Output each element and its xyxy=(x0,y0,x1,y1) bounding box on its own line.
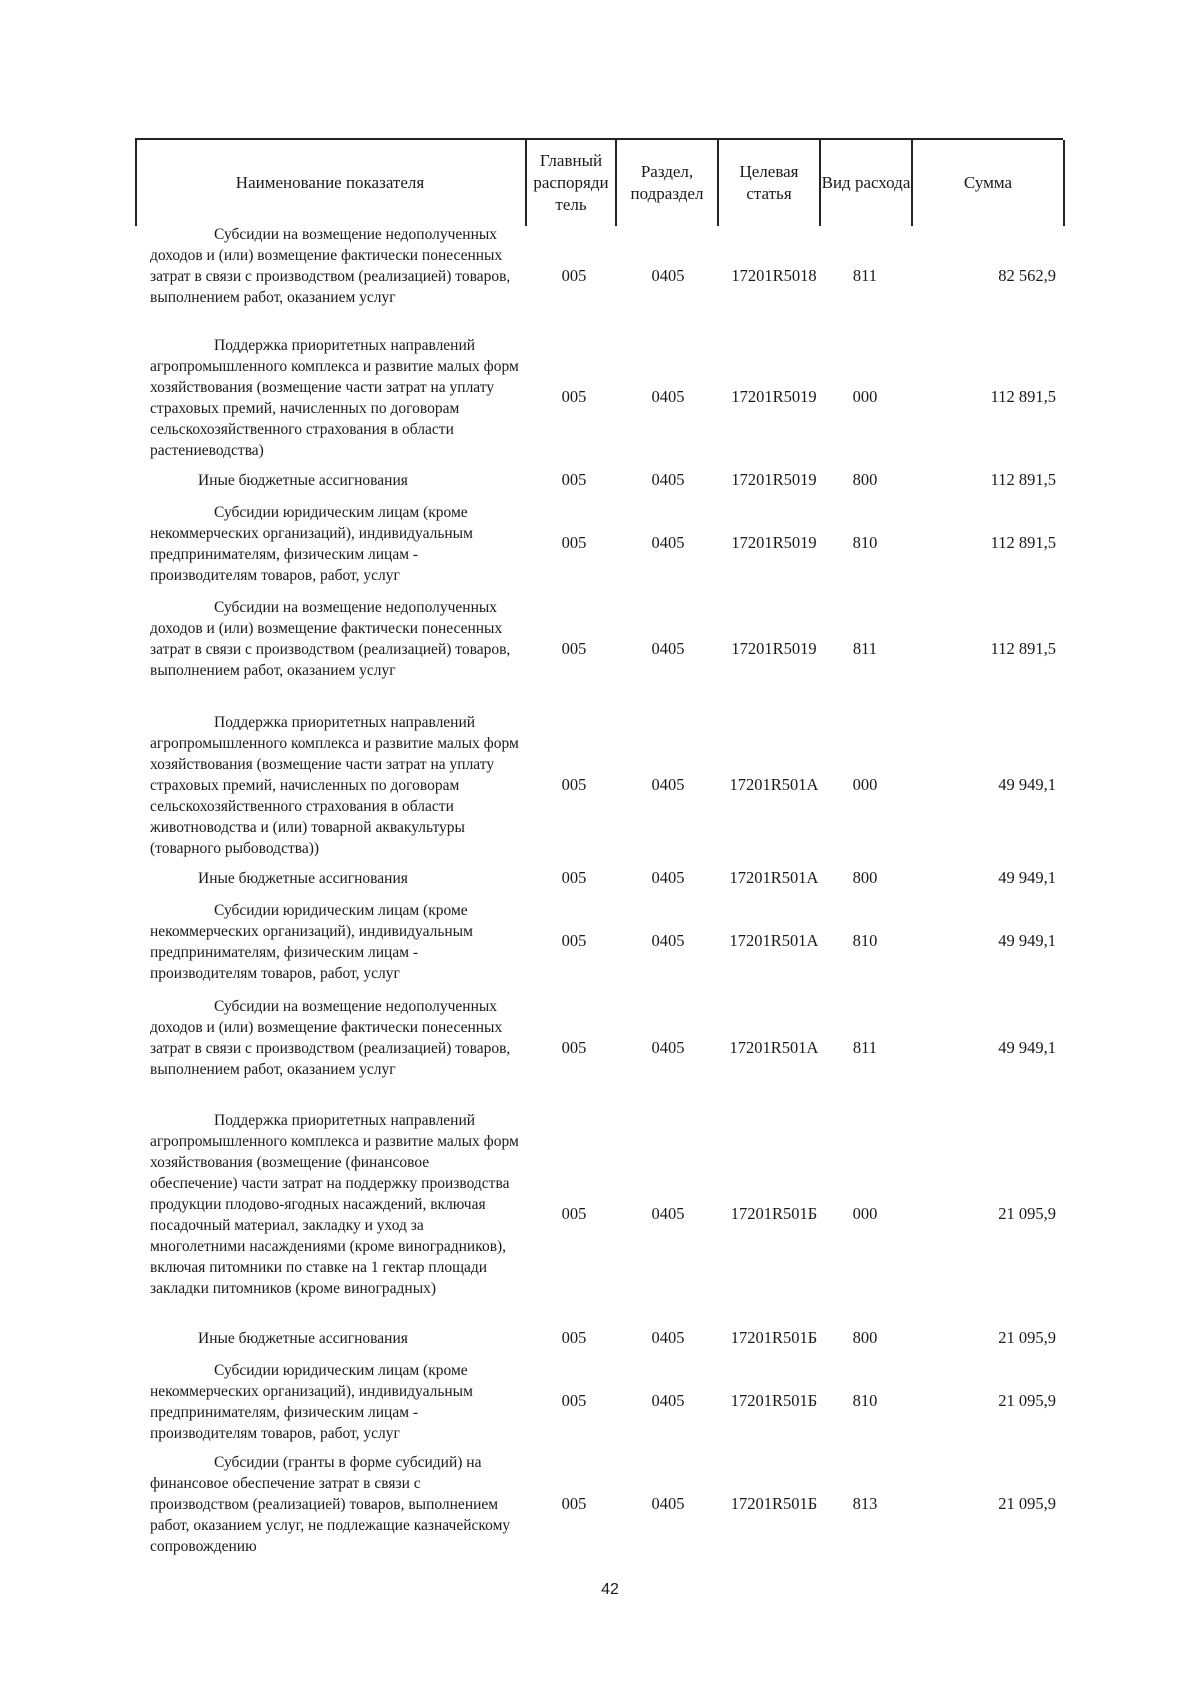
table-row xyxy=(0,712,1200,859)
row-summa: 49 949,1 xyxy=(998,775,1056,794)
row-razdel: 0405 xyxy=(651,387,685,406)
header-divider xyxy=(1063,140,1065,226)
row-razdel: 0405 xyxy=(651,775,685,794)
header-razdel: Раздел, подраздел xyxy=(630,162,704,203)
row-glavny: 005 xyxy=(561,1204,587,1223)
row-name: Иные бюджетные ассигнования xyxy=(198,1330,408,1347)
row-glavny: 005 xyxy=(561,1038,587,1057)
table-row xyxy=(0,996,1200,1101)
row-summa: 82 562,9 xyxy=(998,266,1056,285)
table-row xyxy=(0,502,1200,586)
row-summa: 21 095,9 xyxy=(998,1494,1056,1513)
row-celevaya: 17201R501Б xyxy=(730,1494,818,1513)
row-name: Субсидии юридическим лицам (кроме некоммерческих организаций), индивидуальным предпринимателям, физическим лицам - производителям товаров, работ, услуг xyxy=(150,504,473,584)
row-razdel: 0405 xyxy=(651,1391,685,1410)
row-vid: 000 xyxy=(852,387,878,406)
table-row xyxy=(0,868,1200,890)
row-name: Субсидии на возмещение недополученных доходов и (или) возмещение фактически понесенных затрат в связи с производством (реализацией) товаров, выполнением работ, оказанием услуг xyxy=(150,998,511,1078)
row-razdel: 0405 xyxy=(651,533,685,552)
row-summa: 49 949,1 xyxy=(998,931,1056,950)
table-row xyxy=(0,1110,1200,1320)
row-summa: 21 095,9 xyxy=(998,1204,1056,1223)
row-razdel: 0405 xyxy=(651,639,685,658)
row-glavny: 005 xyxy=(561,266,587,285)
table-row xyxy=(0,470,1200,492)
row-name: Иные бюджетные ассигнования xyxy=(198,472,408,489)
row-name: Поддержка приоритетных направлений агропромышленного комплекса и развитие малых форм хозяйствования (возмещение (финансовое обеспечение) части затрат на поддержку производства продукции плодово-ягодных насаждений, включая посадочный материал, закладку и уход за многолетними насаждениями (кроме виноградников), включая питомники по ставке на 1 гектар площади закладки питомников (кроме виноградных) xyxy=(150,1112,519,1297)
row-vid: 810 xyxy=(852,931,878,950)
row-vid: 810 xyxy=(852,533,878,552)
row-name: Иные бюджетные ассигнования xyxy=(198,870,408,887)
row-vid: 811 xyxy=(852,266,878,285)
row-name: Субсидии юридическим лицам (кроме некоммерческих организаций), индивидуальным предпринимателям, физическим лицам - производителям товаров, работ, услуг xyxy=(150,1362,473,1442)
table-header xyxy=(135,138,1063,226)
row-vid: 800 xyxy=(852,470,878,489)
row-razdel: 0405 xyxy=(651,868,685,887)
row-summa: 49 949,1 xyxy=(998,868,1056,887)
row-glavny: 005 xyxy=(561,868,587,887)
header-name: Наименование показателя xyxy=(235,173,425,192)
row-vid: 811 xyxy=(852,639,878,658)
row-razdel: 0405 xyxy=(651,470,685,489)
row-razdel: 0405 xyxy=(651,1494,685,1513)
row-razdel: 0405 xyxy=(651,931,685,950)
row-celevaya: 17201R5019 xyxy=(731,639,817,658)
row-razdel: 0405 xyxy=(651,1204,685,1223)
row-name: Поддержка приоритетных направлений агропромышленного комплекса и развитие малых форм хозяйствования (возмещение части затрат на уплату страховых премий, начисленных по договорам сельскохозяйственного страхования в области растениеводства) xyxy=(150,337,519,459)
row-razdel: 0405 xyxy=(651,1038,685,1057)
row-glavny: 005 xyxy=(561,470,587,489)
row-celevaya: 17201R5018 xyxy=(731,266,817,285)
row-summa: 21 095,9 xyxy=(998,1391,1056,1410)
row-summa: 49 949,1 xyxy=(998,1038,1056,1057)
row-glavny: 005 xyxy=(561,1494,587,1513)
row-glavny: 005 xyxy=(561,387,587,406)
table-row xyxy=(0,900,1200,984)
row-celevaya: 17201R501A xyxy=(729,1038,819,1057)
table-row xyxy=(0,1360,1200,1444)
row-glavny: 005 xyxy=(561,1328,587,1347)
row-celevaya: 17201R501A xyxy=(729,775,819,794)
table-row xyxy=(0,335,1200,461)
row-razdel: 0405 xyxy=(651,266,685,285)
row-celevaya: 17201R501Б xyxy=(730,1204,818,1223)
header-summa: Сумма xyxy=(963,173,1013,192)
row-celevaya: 17201R501Б xyxy=(730,1391,818,1410)
row-vid: 800 xyxy=(852,868,878,887)
table-row xyxy=(0,224,1200,329)
row-vid: 000 xyxy=(852,775,878,794)
row-name: Субсидии на возмещение недополученных доходов и (или) возмещение фактически понесенных затрат в связи с производством (реализацией) товаров, выполнением работ, оказанием услуг xyxy=(150,599,511,679)
row-glavny: 005 xyxy=(561,931,587,950)
row-celevaya: 17201R501Б xyxy=(730,1328,818,1347)
row-summa: 112 891,5 xyxy=(990,533,1056,552)
table-row xyxy=(0,597,1200,702)
header-celevaya: Целевая статья xyxy=(739,162,799,203)
row-summa: 21 095,9 xyxy=(998,1328,1056,1347)
row-celevaya: 17201R5019 xyxy=(731,470,817,489)
row-summa: 112 891,5 xyxy=(990,470,1056,489)
header-glavny: Главный распоряди тель xyxy=(533,151,609,214)
row-celevaya: 17201R501A xyxy=(729,931,819,950)
row-name: Субсидии на возмещение недополученных доходов и (или) возмещение фактически понесенных затрат в связи с производством (реализацией) товаров, выполнением работ, оказанием услуг xyxy=(150,226,511,306)
row-vid: 813 xyxy=(852,1494,878,1513)
row-name: Субсидии юридическим лицам (кроме некоммерческих организаций), индивидуальным предпринимателям, физическим лицам - производителям товаров, работ, услуг xyxy=(150,902,473,982)
row-vid: 000 xyxy=(852,1204,878,1223)
row-glavny: 005 xyxy=(561,639,587,658)
row-vid: 810 xyxy=(852,1391,878,1410)
row-razdel: 0405 xyxy=(651,1328,685,1347)
row-summa: 112 891,5 xyxy=(990,387,1056,406)
row-name: Поддержка приоритетных направлений агропромышленного комплекса и развитие малых форм хозяйствования (возмещение части затрат на уплату страховых премий, начисленных по договорам сельскохозяйственного страхования в области животноводства и (или) товарной аквакультуры (товарного рыбоводства)) xyxy=(150,714,519,857)
row-vid: 800 xyxy=(852,1328,878,1347)
row-name: Субсидии (гранты в форме субсидий) на финансовое обеспечение затрат в связи с производством (реализацией) товаров, выполнением работ, оказанием услуг, не подлежащие казначейскому сопровождению xyxy=(150,1454,511,1555)
header-vid: Вид расхода xyxy=(821,173,911,192)
row-glavny: 005 xyxy=(561,775,587,794)
table-row xyxy=(0,1328,1200,1350)
row-celevaya: 17201R501A xyxy=(729,868,819,887)
row-vid: 811 xyxy=(852,1038,878,1057)
row-celevaya: 17201R5019 xyxy=(731,533,817,552)
row-celevaya: 17201R5019 xyxy=(731,387,817,406)
row-glavny: 005 xyxy=(561,533,587,552)
table-row xyxy=(0,1452,1200,1557)
row-summa: 112 891,5 xyxy=(990,639,1056,658)
page-number: 42 xyxy=(601,1581,619,1598)
row-glavny: 005 xyxy=(561,1391,587,1410)
